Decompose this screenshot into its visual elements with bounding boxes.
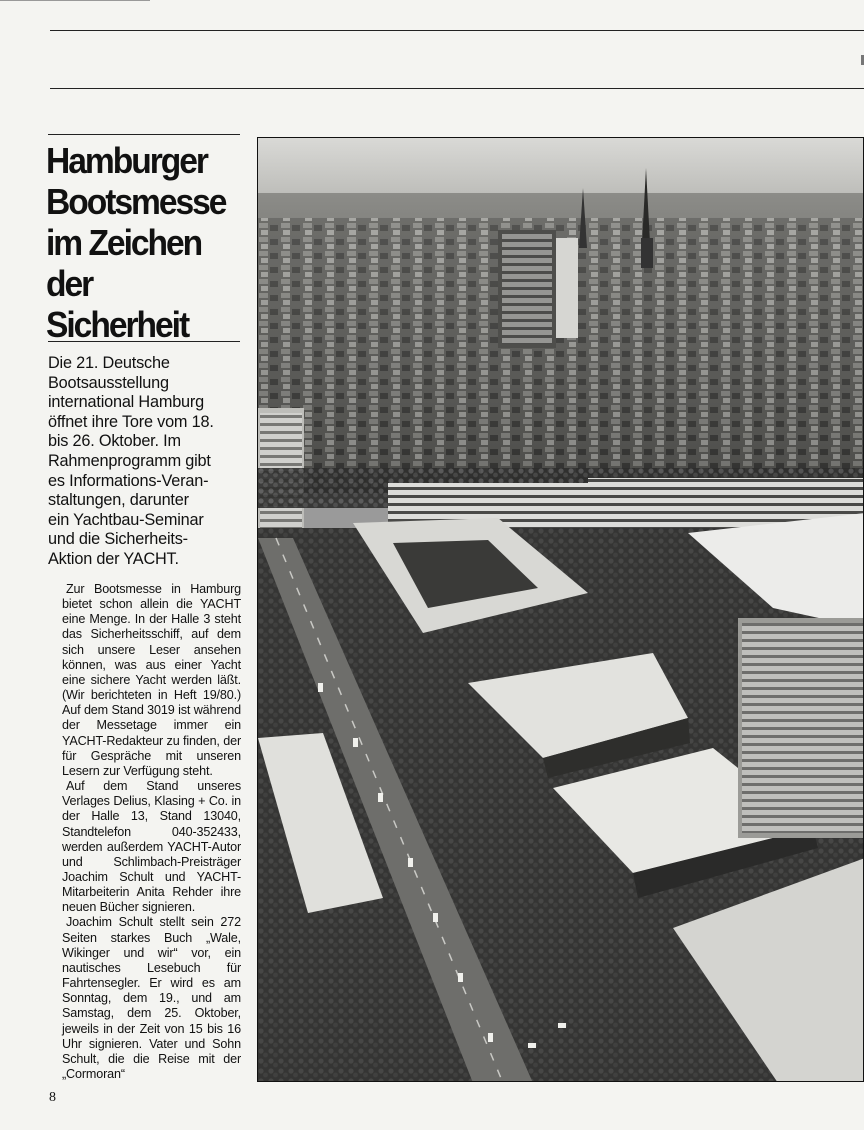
aerial-photo-exhibition-grounds (257, 137, 864, 1082)
article-headline (46, 140, 230, 345)
headline-rule-bottom (48, 341, 240, 342)
stepped-building-facade (742, 623, 864, 833)
top-edge-mark (0, 0, 150, 1)
church-tower (641, 238, 653, 268)
lead-line: Bootsausstellung (48, 373, 169, 392)
page-number: 8 (49, 1090, 56, 1105)
aerial-photo-illustration (258, 138, 864, 1082)
body-paragraph: Joachim Schult stellt sein 272 Seiten starkes Buch „Wale, Wikinger und wir“ vor, ein nautisches Lesebuch für Fahrtensegler. Er wird es am Sonntag, dem 19., und am Samstag, dem 25. Oktober, jeweils in der Zeit von 15 bis 16 Uhr signieren. Vater und Sohn Schult, die die Reise mit der „Cormoran“ (62, 915, 241, 1081)
lead-line: Rahmenprogramm gibt (48, 451, 211, 470)
headline-line: der (46, 263, 93, 304)
headline-rule-top (48, 134, 240, 135)
body-text (62, 582, 241, 1082)
headline-line: im Zeichen (46, 222, 202, 263)
high-rise-windows (502, 234, 552, 344)
lead-line: ein Yachtbau-Seminar (48, 510, 204, 529)
headline-line: Hamburger (46, 140, 207, 181)
lead-line: bis 26. Oktober. Im (48, 432, 181, 451)
lead-line: und die Sicherheits- (48, 530, 188, 549)
lead-line: Die 21. Deutsche (48, 354, 170, 372)
lead-line: es Informations-Veran- (48, 471, 209, 490)
headline-line: Sicherheit (46, 304, 189, 345)
high-rise-side (556, 238, 578, 338)
lead-line: international Hamburg (48, 393, 204, 412)
header-rule-bottom (50, 88, 864, 89)
headline-line: Bootsmesse (46, 181, 226, 222)
lead-line: staltungen, darunter (48, 491, 189, 510)
lead-paragraph (48, 354, 248, 570)
lead-line: öffnet ihre Tore vom 18. (48, 412, 214, 431)
body-paragraph: Auf dem Stand unseres Verlages Delius, Klasing + Co. in der Halle 13, Stand 13040, Standtelefon 040-352433, werden außerdem YACHT-Autor und Schlimbach-Preisträger Joachim Schult und YACHT-Mitarbeiterin Anita Rehder ihre neuen Bücher signieren. (62, 779, 241, 915)
header-rule-top (50, 30, 864, 31)
body-paragraph: Zur Bootsmesse in Hamburg bietet schon allein die YACHT eine Menge. In der Halle 3 steht das Sicherheitsschiff, auf dem sich unsere Leser ansehen können, was aus einer Yacht eine sichere Yacht werden läßt. (Wir berichteten in Heft 19/80.) Auf dem Stand 3019 ist während der Messetage immer ein YACHT-Redakteur zu finden, der für Gespräche mit unseren Lesern zur Verfügung steht. (62, 582, 241, 778)
lead-line: Aktion der YACHT. (48, 549, 179, 568)
